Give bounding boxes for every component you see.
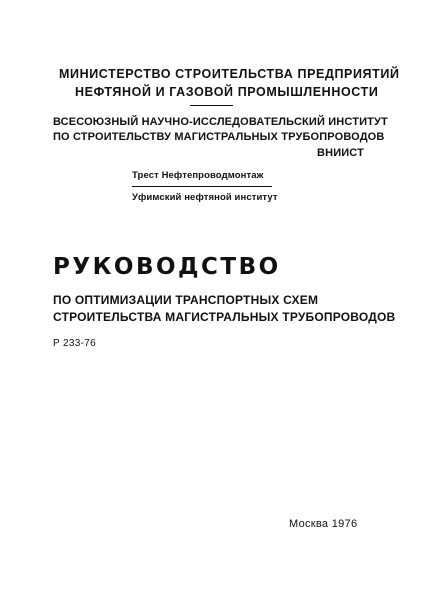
institute-abbreviation: ВНИИСТ	[317, 147, 364, 159]
imprint-place-year: Москва 1976	[289, 518, 358, 530]
ufa-institute-name: Уфимский нефтяной институт	[132, 192, 278, 203]
institute-line-2: ПО СТРОИТЕЛЬСТВУ МАГИСТРАЛЬНЫХ ТРУБОПРОВОДОВ	[53, 131, 385, 143]
document-code: Р 233-76	[53, 338, 96, 349]
header-divider-1	[190, 105, 233, 106]
header-divider-2	[132, 186, 272, 187]
institute-line-1: ВСЕСОЮЗНЫЙ НАУЧНО-ИССЛЕДОВАТЕЛЬСКИЙ ИНСТИТУТ	[53, 116, 388, 128]
trust-name: Трест Нефтепроводмонтаж	[132, 170, 264, 181]
ministry-line-2: НЕФТЯНОЙ И ГАЗОВОЙ ПРОМЫШЛЕННОСТИ	[75, 85, 379, 99]
document-title: РУКОВОДСТВО	[53, 254, 281, 280]
ministry-line-1: МИНИСТЕРСТВО СТРОИТЕЛЬСТВА ПРЕДПРИЯТИЙ	[59, 67, 400, 81]
document-subtitle-line-1: ПО ОПТИМИЗАЦИИ ТРАНСПОРТНЫХ СХЕМ	[53, 293, 319, 307]
document-subtitle-line-2: СТРОИТЕЛЬСТВА МАГИСТРАЛЬНЫХ ТРУБОПРОВОДОВ	[53, 310, 396, 324]
